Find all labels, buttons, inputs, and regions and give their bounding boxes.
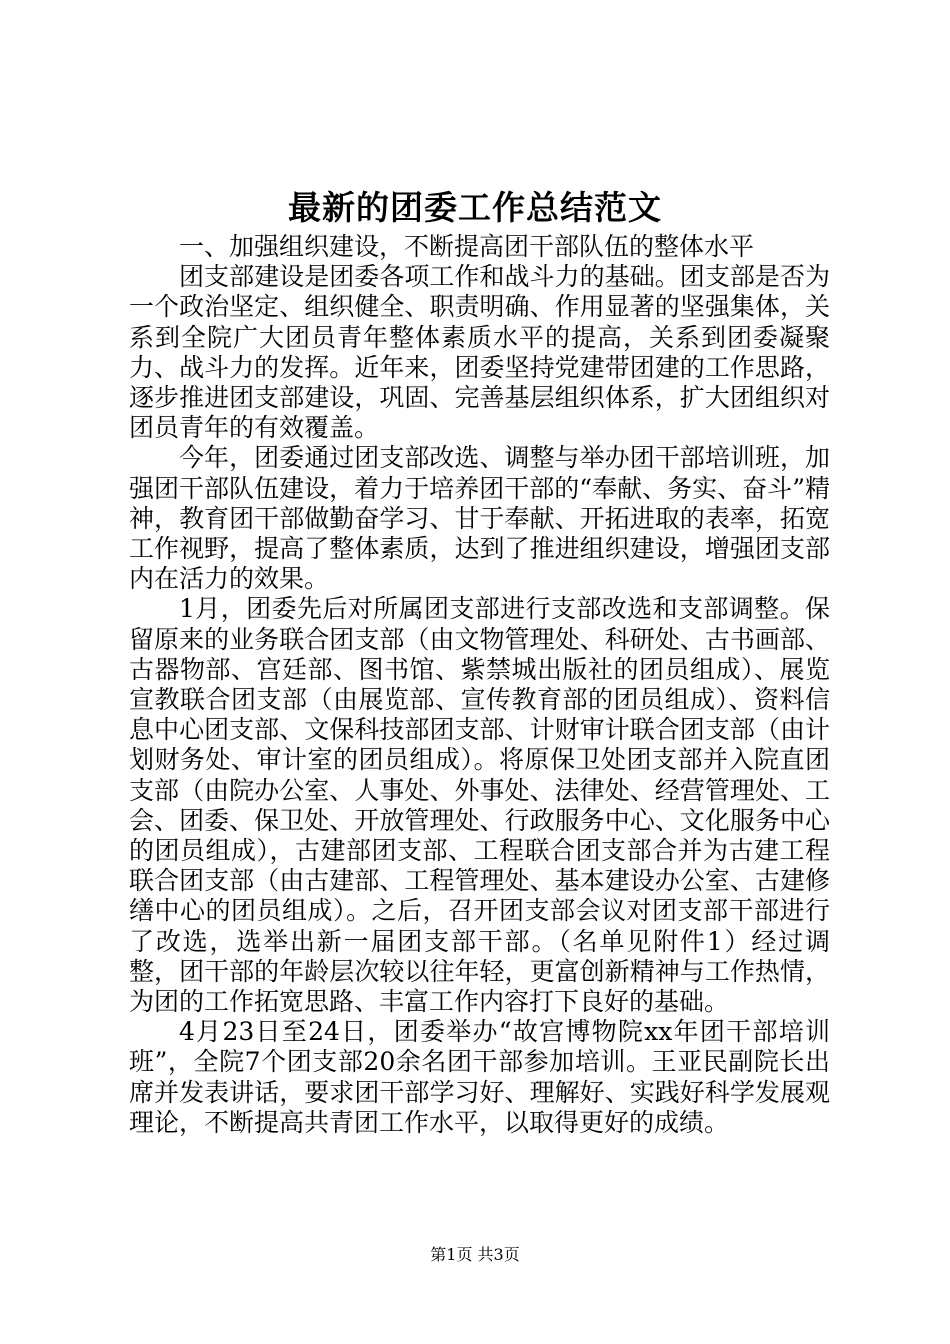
document-body [129,232,830,1138]
paragraph: 1月，团委先后对所属团支部进行支部改选和支部调整。保留原来的业务联合团支部（由文物管理处、科研处、古书画部、古器物部、宫廷部、图书馆、紫禁城出版社的团员组成）、展览宣教联合团支部（由展览部、宣传教育部的团员组成）、资料信息中心团支部、文保科技部团支部、计财审计联合团支部（由计划财务处、审计室的团员组成）。将原保卫处团支部并入院直团支部（由院办公室、人事处、外事处、法律处、经营管理处、工会、团委、保卫处、开放管理处、行政服务中心、文化服务中心的团员组成），古建部团支部、工程联合团支部合并为古建工程联合团支部（由古建部、工程管理处、基本建设办公室、古建修缮中心的团员组成）。之后，召开团支部会议对团支部干部进行了改选，选举出新一届团支部干部。（名单见附件1）经过调整，团干部的年龄层次较以往年轻，更富创新精神与工作热情，为团的工作拓宽思路、丰富工作内容打下良好的基础。 [129,594,830,1017]
paragraph: 团支部建设是团委各项工作和战斗力的基础。团支部是否为一个政治坚定、组织健全、职责明确、作用显著的坚强集体，关系到全院广大团员青年整体素质水平的提高，关系到团委凝聚力、战斗力的发挥。近年来，团委坚持党建带团建的工作思路，逐步推进团支部建设，巩固、完善基层组织体系，扩大团组织对团员青年的有效覆盖。 [129,262,830,443]
document-title: 最新的团委工作总结范文 [288,188,662,227]
paragraph: 今年，团委通过团支部改选、调整与举办团干部培训班，加强团干部队伍建设，着力于培养团干部的“奉献、务实、奋斗”精神，教育团干部做勤奋学习、甘于奉献、开拓进取的表率，拓宽工作视野，提高了整体素质，达到了推进组织建设，增强团支部内在活力的效果。 [129,443,830,594]
paragraph: 4月23日至24日，团委举办“故宫博物院xx年团干部培训班”，全院7个团支部20余名团干部参加培训。王亚民副院长出席并发表讲话，要求团干部学习好、理解好、实践好科学发展观理论，不断提高共青团工作水平，以取得更好的成绩。 [129,1017,830,1137]
page-number-footer: 第1页 共3页 [430,1245,520,1264]
section-heading: 一、加强组织建设，不断提高团干部队伍的整体水平 [179,232,755,261]
